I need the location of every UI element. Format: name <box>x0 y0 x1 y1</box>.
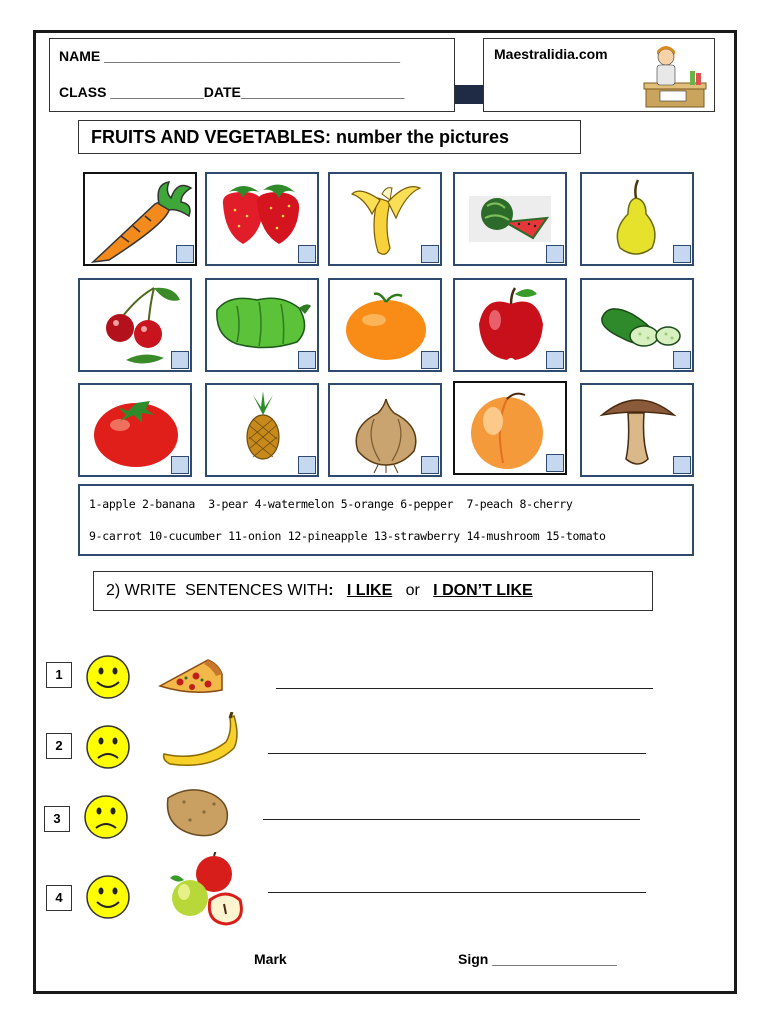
picture-box <box>205 172 319 266</box>
potato-icon <box>160 784 232 840</box>
answer-checkbox[interactable] <box>421 351 439 369</box>
option-i-dont-like: I DON’T LIKE <box>433 582 533 599</box>
name-field[interactable]: NAME ______________________________________ <box>59 48 400 64</box>
sad-face-icon <box>82 794 130 840</box>
option-i-like: I LIKE <box>346 582 393 599</box>
picture-box <box>328 172 442 266</box>
picture-box <box>580 278 694 372</box>
picture-box <box>78 383 192 477</box>
student-info-box <box>49 38 455 112</box>
task2-instruction: 2) WRITE SENTENCES WITH <box>106 582 329 599</box>
answer-checkbox[interactable] <box>546 351 564 369</box>
apples-icon <box>166 852 248 928</box>
picture-box <box>205 278 319 372</box>
smiley-face-icon <box>84 874 132 920</box>
picture-box <box>78 278 192 372</box>
picture-box <box>453 381 567 475</box>
class-date-field[interactable]: CLASS ____________DATE_____________________ <box>59 84 405 100</box>
item-number: 1 <box>46 662 72 688</box>
answer-checkbox[interactable] <box>298 351 316 369</box>
answer-checkbox[interactable] <box>171 456 189 474</box>
sign-field[interactable]: Sign ________________ <box>458 951 617 967</box>
answer-checkbox[interactable] <box>421 245 439 263</box>
task1-title: FRUITS AND VEGETABLES: number the pictures <box>78 120 581 154</box>
pizza-icon <box>156 656 226 696</box>
answer-line[interactable] <box>268 753 646 754</box>
word-bank-row: 9-carrot 10-cucumber 11-onion 12-pineapple 13-strawberry 14-mushroom 15-tomato <box>89 529 606 543</box>
sad-face-icon <box>84 724 132 770</box>
task2-colon: : <box>328 582 334 599</box>
answer-checkbox[interactable] <box>546 245 564 263</box>
answer-line[interactable] <box>263 819 640 820</box>
site-name: Maestralidia.com <box>494 46 608 62</box>
answer-checkbox[interactable] <box>298 456 316 474</box>
site-box <box>483 38 715 112</box>
picture-box <box>453 278 567 372</box>
word-bank-row: 1-apple 2-banana 3-pear 4-watermelon 5-orange 6-pepper 7-peach 8-cherry <box>89 497 573 511</box>
answer-checkbox[interactable] <box>421 456 439 474</box>
answer-line[interactable] <box>276 688 653 689</box>
answer-checkbox[interactable] <box>176 245 194 263</box>
picture-box <box>580 383 694 477</box>
picture-box <box>205 383 319 477</box>
task2-title <box>93 571 653 611</box>
picture-box <box>580 172 694 266</box>
answer-checkbox[interactable] <box>298 245 316 263</box>
banana-icon <box>160 712 240 768</box>
answer-checkbox[interactable] <box>171 351 189 369</box>
answer-checkbox[interactable] <box>673 351 691 369</box>
mark-label: Mark <box>254 951 287 967</box>
picture-box <box>453 172 567 266</box>
header-divider <box>455 85 483 104</box>
answer-line[interactable] <box>268 892 646 893</box>
item-number: 2 <box>46 733 72 759</box>
smiley-face-icon <box>84 654 132 700</box>
or-word: or <box>405 582 420 599</box>
answer-checkbox[interactable] <box>673 456 691 474</box>
word-bank <box>78 484 694 556</box>
item-number: 4 <box>46 885 72 911</box>
item-number: 3 <box>44 806 70 832</box>
picture-box <box>328 383 442 477</box>
answer-checkbox[interactable] <box>673 245 691 263</box>
answer-checkbox[interactable] <box>546 454 564 472</box>
picture-box <box>83 172 197 266</box>
teacher-icon <box>640 43 708 109</box>
picture-box <box>328 278 442 372</box>
